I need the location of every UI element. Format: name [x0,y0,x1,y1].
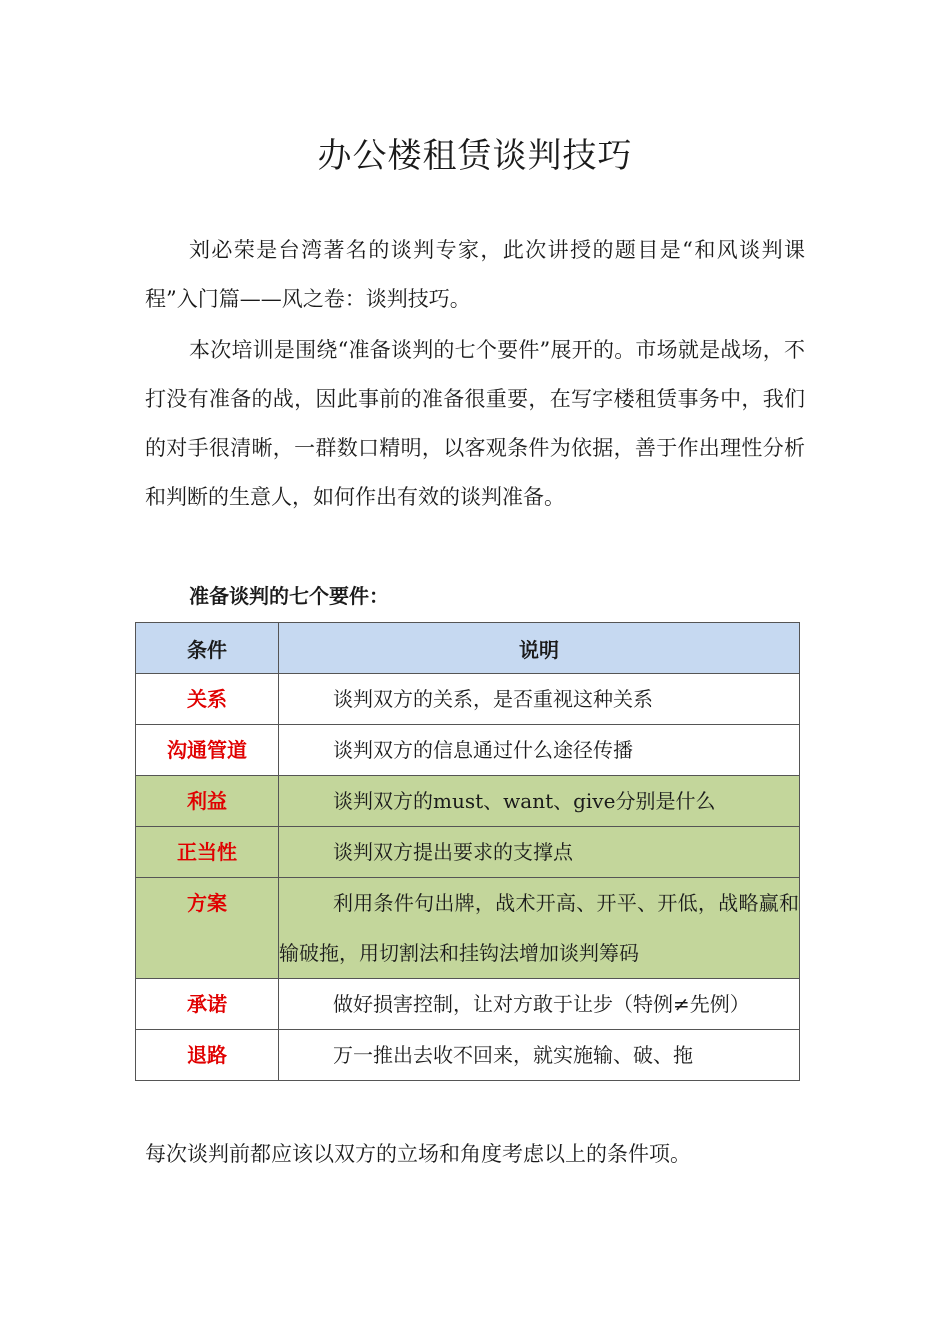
table-header-row [136,623,800,674]
condition-cell: 承诺 [136,979,279,1030]
table-row [136,776,800,827]
description-cell: 谈判双方的信息通过什么途径传播 [279,725,800,776]
requirements-table [135,622,800,1081]
description-cell: 谈判双方的关系，是否重视这种关系 [279,674,800,725]
description-cell: 谈判双方的must、want、give分别是什么 [279,776,800,827]
table-row [136,878,800,979]
table-row [136,725,800,776]
table-row [136,827,800,878]
condition-cell: 方案 [136,878,279,979]
closing-paragraph: 每次谈判前都应该以双方的立场和角度考虑以上的条件项。 [145,1142,691,1166]
condition-cell: 退路 [136,1030,279,1081]
page-title: 办公楼租赁谈判技巧 [317,136,633,176]
intro-paragraph: 刘必荣是台湾著名的谈判专家，此次讲授的题目是“和风谈判课程”入门篇——风之卷：谈判技巧。 [145,238,805,311]
header-condition: 条件 [136,623,279,674]
condition-cell: 沟通管道 [136,725,279,776]
condition-cell: 正当性 [136,827,279,878]
condition-cell: 关系 [136,674,279,725]
description-cell: 谈判双方提出要求的支撑点 [279,827,800,878]
description-cell: 万一推出去收不回来，就实施输、破、拖 [279,1030,800,1081]
table-row [136,979,800,1030]
table-row [136,1030,800,1081]
body-paragraph: 本次培训是围绕“准备谈判的七个要件”展开的。市场就是战场，不打没有准备的战，因此事前的准备很重要，在写字楼租赁事务中，我们的对手很清晰，一群数口精明，以客观条件为依据，善于作出理性分析和判断的生意人，如何作出有效的谈判准备。 [145,338,805,509]
header-description: 说明 [279,623,800,674]
description-cell: 做好损害控制，让对方敢于让步（特例≠先例） [279,979,800,1030]
table-row [136,674,800,725]
condition-cell: 利益 [136,776,279,827]
table-heading: 准备谈判的七个要件： [189,584,389,608]
description-cell: 利用条件句出牌，战术开高、开平、开低，战略赢和输破拖，用切割法和挂钩法增加谈判筹码 [279,878,800,979]
